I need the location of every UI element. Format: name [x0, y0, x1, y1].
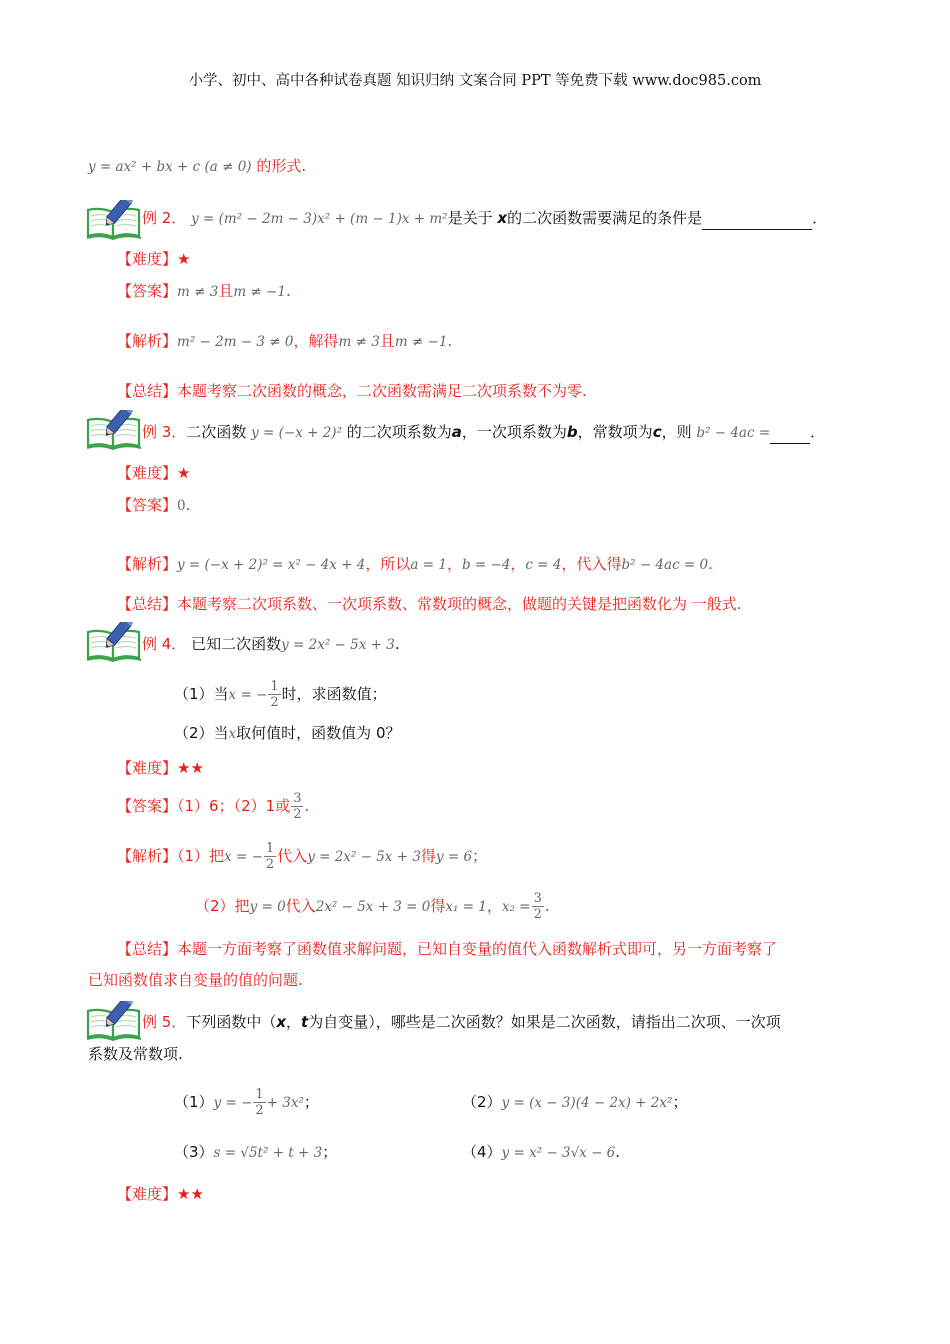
ex4-a1-fraction [264, 841, 276, 872]
ex4-question [142, 633, 400, 656]
ex5-i4-tag: （4） [462, 1143, 502, 1161]
ex5-difficulty [117, 1183, 204, 1205]
ex4-a1-f3: y = 6 [435, 849, 473, 865]
ex3-formula: y = (−x + 2)² [251, 425, 342, 441]
ex4-q2-b: 取何值时，函数值为 0？ [236, 724, 401, 742]
ex4-q2-a: （2）当 [174, 724, 229, 742]
ex5-i3-f: s = √5t² + t + 3 [213, 1145, 323, 1161]
ex2-difficulty [117, 248, 190, 270]
ex5-i1-f2: + 3x² [266, 1095, 304, 1111]
ex4-a2-t2: 代入 [285, 897, 316, 915]
ex5-i3-tag: （3） [174, 1143, 214, 1161]
ex5-line2: 系数及常数项. [88, 1045, 183, 1063]
ex4-analysis-2: （2）把y = 0代入2x² − 5x + 3 = 0得x₁ = 1，x₂ = $\frac{3}{2}$ . [195, 891, 550, 922]
ex5-item4 [462, 1141, 620, 1164]
ex2-end: ． [812, 209, 828, 227]
ex4-answer-fraction [291, 791, 303, 822]
difficulty-stars: ★ [177, 250, 191, 268]
ex2-analysis-c: m ≠ −1 [394, 334, 448, 350]
ex2-formula: y = (m² − 2m − 3)x² + (m − 1)x + m² [191, 211, 448, 227]
ex4-a1-end: ； [472, 847, 488, 865]
page-header: 小学、初中、高中各种试卷真题 知识归纳 文案合同 PPT 等免费下载 www.doc985.com [188, 73, 762, 89]
ex5-t3: 为自变量），哪些是二次函数？如果是二次函数，请指出二次项、一次项 [308, 1013, 781, 1031]
frac-num: 1 [255, 1087, 264, 1102]
ex5-i4-end: . [615, 1143, 621, 1161]
summary-tag: 【总结】 [117, 595, 178, 613]
ex2-analysis-a: m² − 2m − 3 ≠ 0 [177, 334, 294, 350]
ex5-t: t [301, 1013, 309, 1031]
ex5-i4-f: y = x² − 3√x − 6 [501, 1145, 616, 1161]
ex3-analysis-f5: b² − 4ac = 0 [621, 557, 709, 573]
ex3-analysis-t1: ，所以 [365, 555, 411, 573]
ex2-text-b: 的二次函数需要满足的条件是 [507, 209, 703, 227]
intro-formula: y = ax² + bx + c (a ≠ 0) [88, 159, 252, 175]
ex3-label: 例 3． [142, 423, 187, 441]
ex4-t1: 已知二次函数 [191, 635, 282, 653]
ex2-var: x [497, 209, 508, 227]
answer-tag: 【答案】 [117, 797, 178, 815]
ex3-analysis-f4: c = 4 [525, 557, 562, 573]
ex4-q1-f: x = − [228, 687, 268, 703]
ex3-analysis: 【解析】y = (−x + 2)² = x² − 4x + 4，所以a = 1，b = −4，c = 4，代入得b² − 4ac = 0. [117, 555, 713, 573]
analysis-tag: 【解析】 [117, 847, 178, 865]
intro-suffix: 的形式. [256, 157, 307, 175]
ex3-end: ． [810, 423, 826, 441]
ex5-t1: 下列函数中（ [186, 1013, 277, 1031]
difficulty-stars: ★ [177, 464, 191, 482]
ex4-formula: y = 2x² − 5x + 3 [281, 637, 395, 653]
ex4-a2-f4: x₂ = [501, 899, 531, 915]
ex2-analysis-t1: ，解得 [293, 332, 339, 350]
ex4-a1-t1: （1）把 [177, 847, 225, 865]
ex4-a1-f2: y = 2x² − 5x + 3 [307, 849, 421, 865]
ex3-c: c [652, 423, 662, 441]
difficulty-tag: 【难度】 [117, 759, 178, 777]
summary-tag: 【总结】 [117, 940, 178, 958]
ex3-t2: 的二次项系数为 [346, 423, 452, 441]
difficulty-stars: ★★ [177, 759, 204, 777]
ex2-analysis [117, 330, 452, 353]
ex4-summary-text-1: 本题一方面考察了函数值求解问题，已知自变量的值代入函数解析式即可，另一方面考察了 [177, 940, 778, 958]
analysis-tag: 【解析】 [117, 332, 178, 350]
ex2-analysis-and: 且 [379, 332, 395, 350]
ex5-question [142, 1011, 781, 1033]
ex2-answer-blank [702, 213, 812, 230]
intro-line [88, 155, 306, 178]
ex3-answer-blank [770, 427, 810, 444]
frac-num: 1 [265, 841, 275, 856]
ex3-answer-value: 0 [177, 498, 186, 514]
ex4-analysis-1 [117, 838, 487, 875]
ex5-label: 例 5． [142, 1013, 187, 1031]
ex2-answer [117, 280, 291, 303]
analysis-tag: 【解析】 [117, 555, 178, 573]
ex2-summary [117, 380, 587, 402]
answer-tag: 【答案】 [117, 282, 178, 300]
frac-den: 2 [533, 907, 542, 922]
ex5-item3 [174, 1141, 337, 1164]
ex4-answer [117, 788, 309, 824]
ex5-item1 [174, 1084, 319, 1121]
summary-tag: 【总结】 [117, 382, 178, 400]
ex4-answer-1: （1）6；（2）1或 [177, 797, 291, 815]
difficulty-tag: 【难度】 [117, 250, 178, 268]
ex4-summary-2: 已知函数值求自变量的值的问题. [88, 971, 303, 989]
ex4-a1-f1: x = − [224, 849, 263, 865]
ex3-analysis-end: . [708, 555, 713, 573]
ex2-summary-text: 本题考察二次函数的概念，二次函数需满足二次项系数不为零. [177, 382, 587, 400]
ex3-answer [117, 494, 190, 517]
ex4-summary-1 [117, 938, 777, 960]
ex2-answer-a: m ≠ 3 [177, 284, 219, 300]
ex3-t1: 二次函数 [186, 423, 247, 441]
ex4-a2-f1: y = 0 [249, 899, 286, 915]
ex2-answer-b: m ≠ −1 [233, 284, 286, 300]
ex4-a1-t3: 得 [420, 847, 436, 865]
frac-num: 1 [270, 679, 279, 694]
ex3-analysis-f1: y = (−x + 2)² = x² − 4x + 4 [177, 557, 366, 573]
ex4-q1-a: （1）当 [174, 685, 229, 703]
ex4-a2-fraction [532, 891, 544, 922]
ex2-answer-end: . [285, 282, 291, 300]
ex5-item2 [462, 1091, 687, 1114]
ex3-analysis-t2: ，代入得 [561, 555, 622, 573]
answer-tag: 【答案】 [117, 496, 178, 514]
book-pencil-icon [86, 410, 142, 450]
ex3-question [142, 421, 825, 444]
frac-den: 2 [270, 695, 279, 710]
book-pencil-icon [86, 622, 142, 662]
ex5-i2-end: ； [672, 1093, 688, 1111]
ex4-a2-end: . [544, 897, 550, 915]
frac-den: 2 [265, 857, 275, 872]
frac-num: 3 [293, 791, 302, 806]
ex3-summary-text: 本题考察二次项系数、一次项系数、常数项的概念，做题的关键是把函数化为 一般式. [177, 595, 742, 613]
ex5-i2-tag: （2） [462, 1093, 502, 1111]
ex4-a2-t1: （2）把 [195, 897, 250, 915]
ex5-i1-fraction [253, 1087, 265, 1118]
ex4-label: 例 4． [142, 635, 187, 653]
ex5-i1-tag: （1） [174, 1093, 214, 1111]
ex2-text-a: 是关于 [447, 209, 493, 227]
difficulty-tag: 【难度】 [117, 464, 178, 482]
ex4-a2-t3: 得 [430, 897, 446, 915]
ex3-answer-end: . [185, 496, 191, 514]
ex4-q2-var: x [228, 726, 237, 742]
book-pencil-icon [86, 1001, 142, 1041]
ex3-difficulty [117, 462, 190, 484]
difficulty-stars: ★★ [177, 1185, 204, 1203]
book-pencil-icon [86, 200, 142, 240]
ex3-t5: ，则 [661, 423, 692, 441]
ex3-a: a [451, 423, 462, 441]
ex4-a2-f2: 2x² − 5x + 3 = 0 [315, 899, 431, 915]
ex2-label: 例 2． [142, 209, 187, 227]
ex3-formula2: b² − 4ac = [696, 425, 771, 441]
ex3-t4: ，常数项为 [577, 423, 653, 441]
ex3-t3: ，一次项系数为 [461, 423, 567, 441]
difficulty-tag: 【难度】 [117, 1185, 178, 1203]
ex4-q2 [174, 722, 401, 745]
ex4-difficulty [117, 757, 204, 779]
ex2-question [142, 207, 827, 230]
ex5-i2-f: y = (x − 3)(4 − 2x) + 2x² [501, 1095, 673, 1111]
frac-den: 2 [255, 1103, 264, 1118]
ex5-x: x [276, 1013, 287, 1031]
ex5-i3-end: ； [322, 1143, 338, 1161]
ex2-analysis-end: . [447, 332, 453, 350]
ex5-i1-end: ； [303, 1093, 319, 1111]
ex3-summary [117, 593, 742, 615]
ex3-analysis-f2: a = 1 [410, 557, 447, 573]
ex5-i1-f: y = − [213, 1095, 253, 1111]
ex4-q1-b: 时，求函数值； [281, 685, 387, 703]
frac-num: 3 [533, 891, 542, 906]
frac-den: 2 [293, 807, 302, 822]
ex4-a1-t2: 代入 [277, 847, 308, 865]
ex3-b: b [566, 423, 578, 441]
ex4-end: . [394, 635, 400, 653]
ex3-analysis-f3: b = −4 [461, 557, 511, 573]
ex4-a2-f3: x₁ = 1 [445, 899, 487, 915]
ex4-q1-fraction [268, 679, 280, 710]
ex2-analysis-b: m ≠ 3 [338, 334, 380, 350]
ex2-answer-and: 且 [218, 282, 234, 300]
ex5-t2: ， [286, 1013, 302, 1031]
ex4-q1 [174, 676, 387, 713]
ex4-answer-end: . [304, 797, 310, 815]
